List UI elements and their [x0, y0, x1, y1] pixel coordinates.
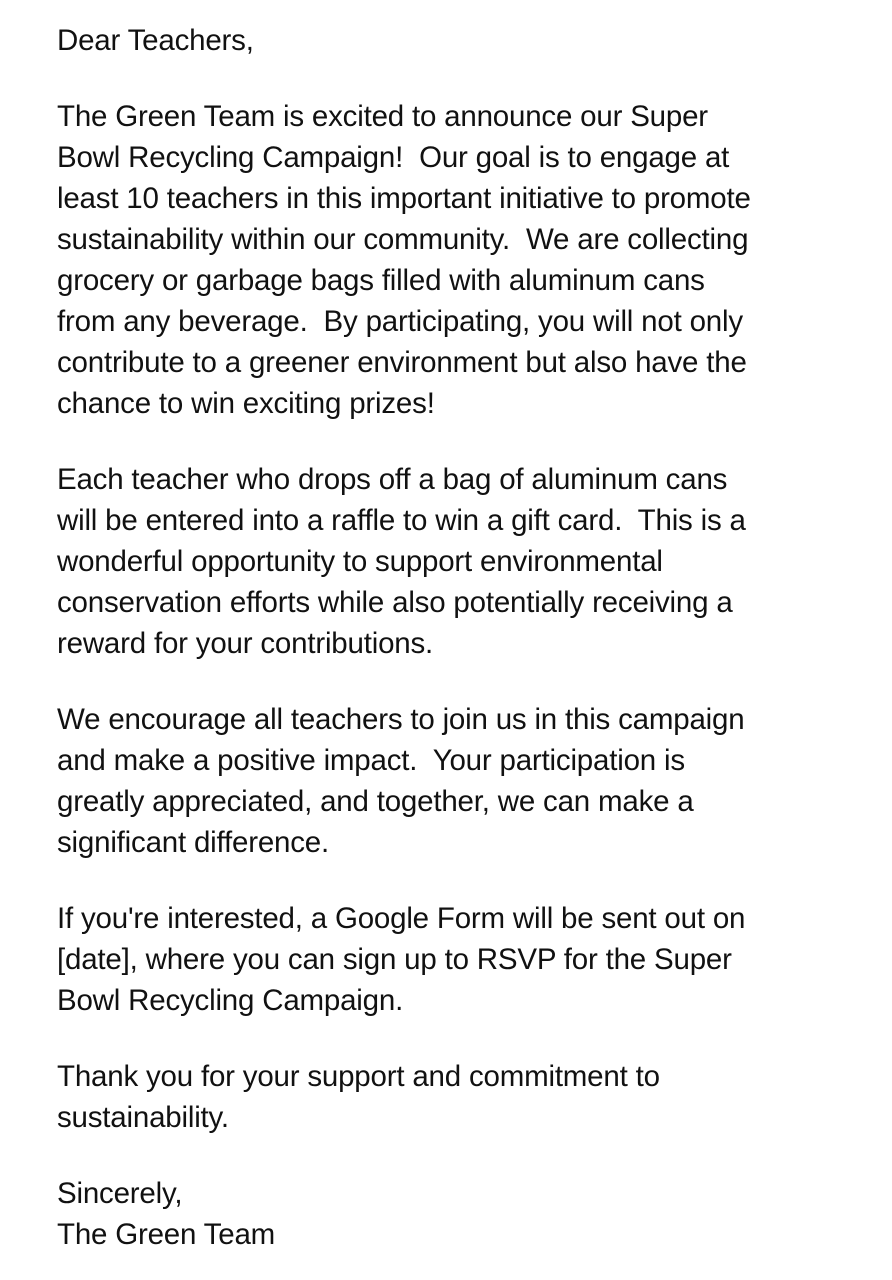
paragraph-line: contribute to a greener environment but also have the [57, 346, 747, 379]
paragraph-line: reward for your contributions. [57, 627, 434, 660]
paragraph-line: The Green Team is excited to announce our Super [57, 100, 708, 133]
paragraph-line: greatly appreciated, and together, we can make a [57, 785, 694, 818]
paragraph-line: We encourage all teachers to join us in this campaign [57, 703, 745, 736]
sign-off [57, 1173, 877, 1255]
paragraph-line: Bowl Recycling Campaign. [57, 984, 404, 1017]
paragraph-line: grocery or garbage bags filled with aluminum cans [57, 264, 705, 297]
paragraph-line: Bowl Recycling Campaign! Our goal is to engage at [57, 141, 730, 174]
paragraph-line: [date], where you can sign up to RSVP for the Super [57, 943, 732, 976]
paragraph-encouragement [57, 699, 877, 863]
paragraph-thanks [57, 1056, 877, 1138]
closing-text: Sincerely, [57, 1177, 183, 1210]
paragraph-announcement [57, 96, 877, 424]
paragraph-line: sustainability. [57, 1101, 229, 1134]
signature-text: The Green Team [57, 1218, 276, 1251]
paragraph-line: If you're interested, a Google Form will be sent out on [57, 902, 746, 935]
paragraph-line: conservation efforts while also potentially receiving a [57, 586, 733, 619]
greeting [57, 20, 877, 61]
paragraph-line: sustainability within our community. We are collecting [57, 223, 749, 256]
paragraph-line: least 10 teachers in this important initiative to promote [57, 182, 751, 215]
letter-body [57, 20, 877, 1255]
paragraph-rsvp [57, 898, 877, 1021]
paragraph-line: wonderful opportunity to support environmental [57, 545, 663, 578]
paragraph-line: Each teacher who drops off a bag of aluminum cans [57, 463, 728, 496]
greeting-text: Dear Teachers, [57, 24, 254, 57]
paragraph-line: Thank you for your support and commitment to [57, 1060, 660, 1093]
paragraph-line: chance to win exciting prizes! [57, 387, 435, 420]
paragraph-line: will be entered into a raffle to win a gift card. This is a [57, 504, 746, 537]
paragraph-line: significant difference. [57, 826, 329, 859]
paragraph-raffle [57, 459, 877, 664]
paragraph-line: and make a positive impact. Your participation is [57, 744, 685, 777]
paragraph-line: from any beverage. By participating, you will not only [57, 305, 743, 338]
